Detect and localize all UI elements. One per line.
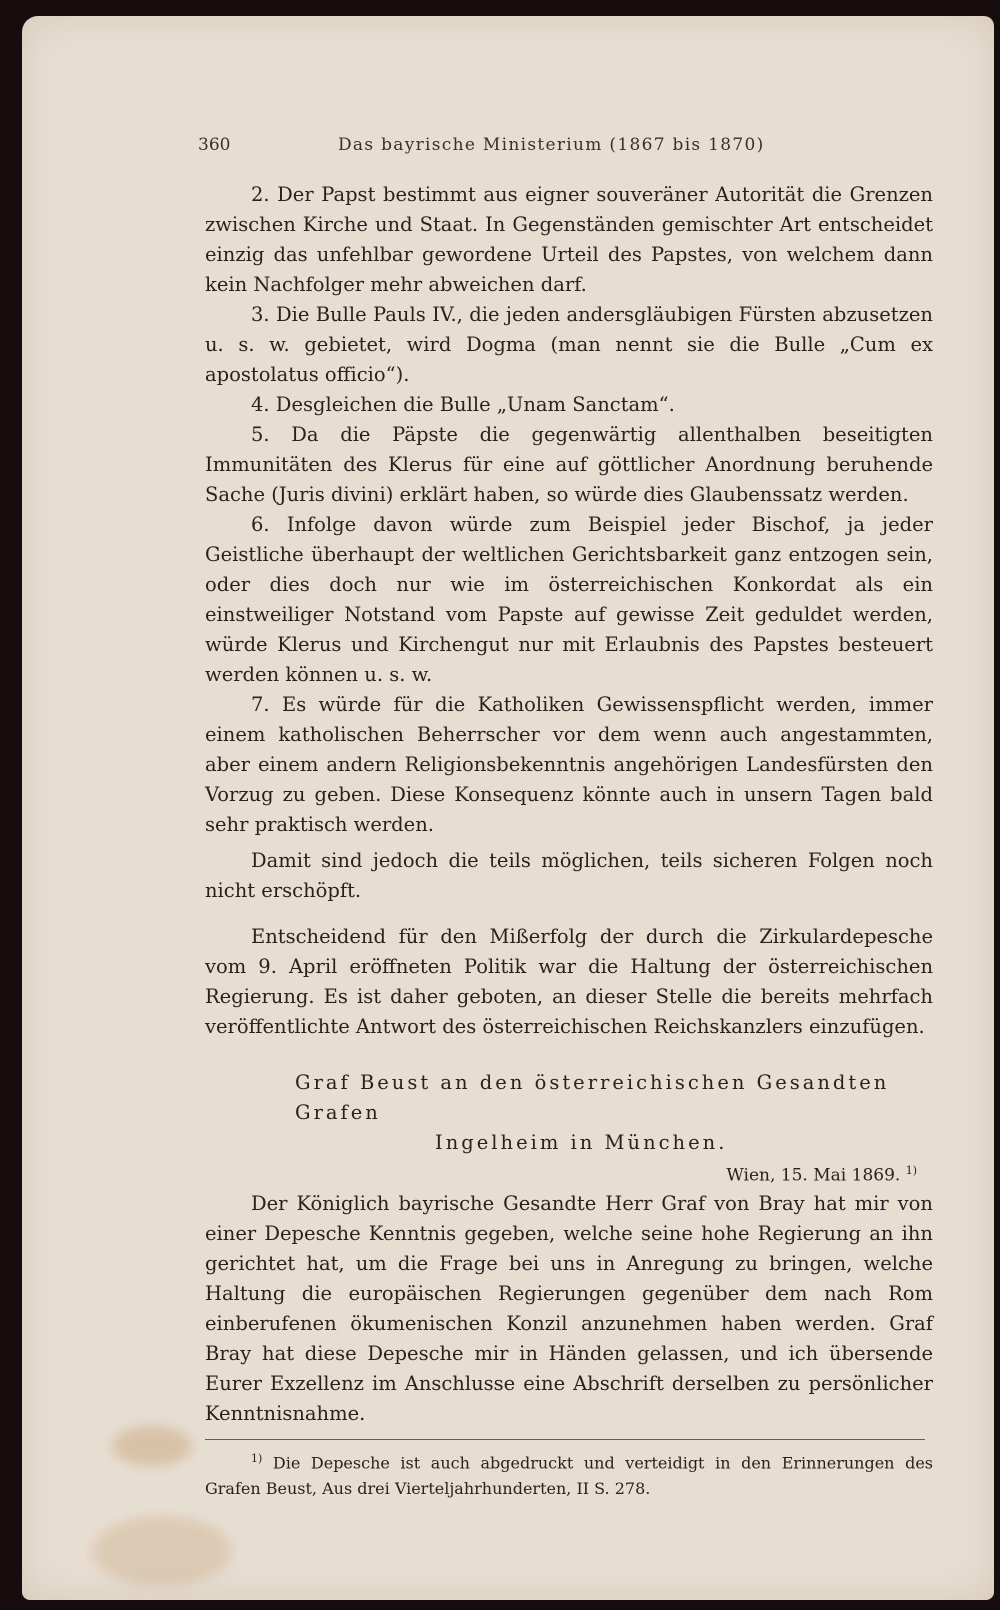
running-title: Das bayrische Ministerium (1867 bis 1870) — [338, 135, 765, 155]
paragraph: Damit sind jedoch die teils möglichen, teils sicheren Folgen noch nicht erschöpft. — [205, 849, 933, 902]
paragraph: 5. Da die Päpste die gegenwärtig allenthalben beseitigten Immunitäten des Klerus für eine auf göttlicher Anordnung beruhende Sache (Juris divini) erklärt haben, so würde dies Glaubenssatz werden. — [205, 423, 933, 506]
paper-stain — [112, 1426, 192, 1466]
footnote-ref: 1) — [905, 1164, 917, 1177]
page-number: 360 — [198, 135, 231, 155]
letter-heading — [205, 1068, 933, 1158]
letter-text: Der Königlich bayrische Gesandte Herr Graf von Bray hat mir von einer Depesche Kenntnis gegeben, welche seine hohe Regierung an ihn gerichtet hat, um die Frage bei uns in Anregung zu bringen, welche Haltung die europäischen Regierungen gegenüber dem nach Rom einberufenen ökumenischen Konzil anzunehmen haben werden. Graf Bray hat diese Depesche mir in Händen gelassen, und ich übersende Eurer Exzellenz im Anschlusse eine Abschrift derselben zu persönlicher Kenntnisnahme. — [205, 1191, 933, 1425]
footnote — [205, 1446, 933, 1502]
page-body — [205, 180, 933, 1502]
paragraph: 6. Infolge davon würde zum Beispiel jeder Bischof, ja jeder Geistliche überhaupt der weltlichen Gerichtsbarkeit ganz entzogen sein, oder dies doch nur wie im österreichischen Konkordat als ein einstweiliger Notstand vom Papste auf gewisse Zeit geduldet werden, würde Klerus und Kirchengut nur mit Erlaubnis des Papstes besteuert werden können u. s. w. — [205, 513, 933, 686]
letter-heading-line: Ingelheim in München. — [435, 1131, 728, 1154]
paragraph: 3. Die Bulle Pauls IV., die jeden andersgläubigen Fürsten abzusetzen u. s. w. gebietet, wird Dogma (man nennt sie die Bulle „Cum ex apostolatus officio“). — [205, 303, 933, 386]
paragraph: 7. Es würde für die Katholiken Gewissenspflicht werden, immer einem katholischen Beherrscher vor dem wenn auch angestammten, aber einem andern Religionsbekenntnis angehörigen Landesfürsten den Vorzug zu geben. Diese Konsequenz könnte auch in unsern Tagen bald sehr praktisch werden. — [205, 693, 933, 836]
dateline-text: Wien, 15. Mai 1869. — [726, 1165, 901, 1186]
paragraph: 2. Der Papst bestimmt aus eigner souveräner Autorität die Grenzen zwischen Kirche und Staat. In Gegenständen gemischter Art entscheidet einzig das unfehlbar gewordene Urteil des Papstes, von welchem dann kein Nachfolger mehr abweichen darf. — [205, 183, 933, 296]
letter-heading-line: Graf Beust an den österreichischen Gesandten Grafen — [295, 1071, 890, 1124]
running-header — [0, 135, 1000, 165]
footnote-marker: 1) — [251, 1451, 263, 1465]
paper-stain — [92, 1516, 232, 1586]
paragraph: Entscheidend für den Mißerfolg der durch die Zirkulardepesche vom 9. April eröffneten Politik war die Haltung der österreichischen Regierung. Es ist daher geboten, an dieser Stelle die bereits mehrfach veröffentlichte Antwort des österreichischen Reichskanzlers einzufügen. — [205, 925, 933, 1038]
paragraph: 4. Desgleichen die Bulle „Unam Sanctam“. — [251, 393, 675, 416]
footnote-rule — [205, 1439, 925, 1440]
letter-dateline — [205, 1158, 917, 1189]
footnote-text: Die Depesche ist auch abgedruckt und verteidigt in den Erinnerungen des Grafen Beust, Aus drei Vierteljahrhunderten, II S. 278. — [205, 1452, 933, 1498]
